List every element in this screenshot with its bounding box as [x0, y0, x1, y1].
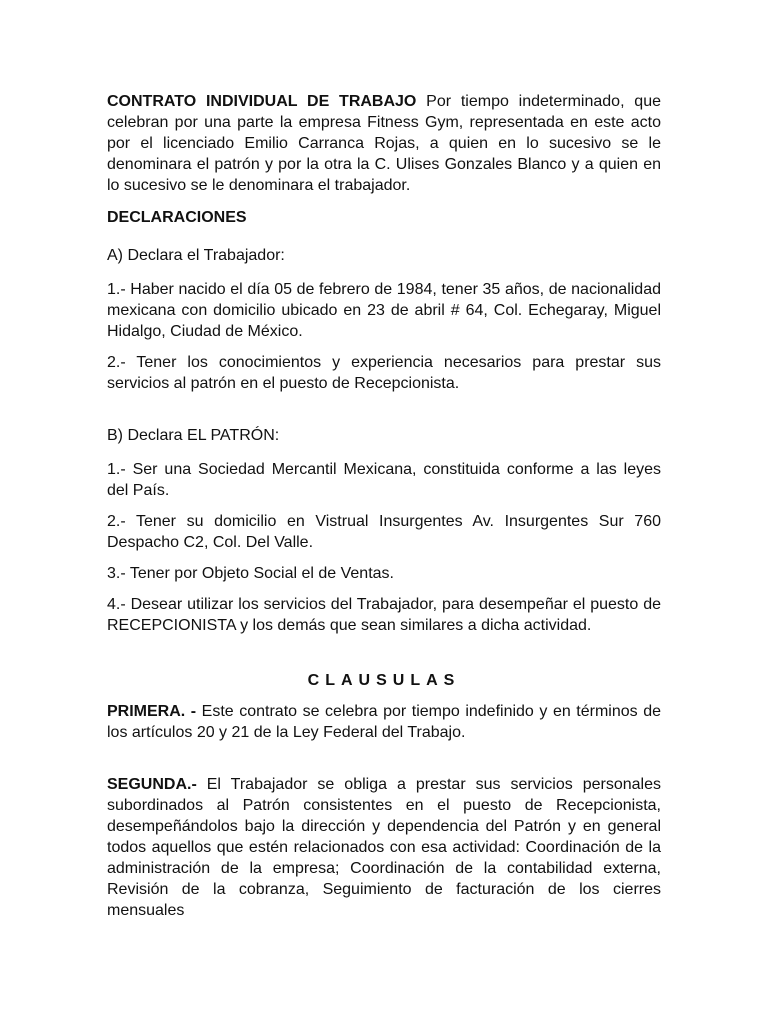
- clause-primera: [107, 701, 661, 743]
- patron-item-2: 2.- Tener su domicilio en Vistrual Insurgentes Av. Insurgentes Sur 760 Despacho C2, Col. Del Valle.: [107, 513, 661, 551]
- clause-segunda-text: El Trabajador se obliga a prestar sus servicios personales subordinados al Patrón consistentes en el puesto de Recepcionista, desempeñándolos bajo la dirección y dependencia del Patrón y en general todos aquellos que estén relacionados con esa actividad: Coordinación de la administración de la empresa; Coordinación de la contabilidad externa, Revisión de la cobranza, Seguimiento de facturación de los cierres mensuales: [107, 776, 661, 919]
- trabajador-item-1: 1.- Haber nacido el día 05 de febrero de 1984, tener 35 años, de nacionalidad mexicana con domicilio ubicado en 23 de abril # 64, Col. Echegaray, Miguel Hidalgo, Ciudad de México.: [107, 281, 661, 340]
- clausulas-heading: CLAUSULAS: [307, 672, 461, 689]
- clause-primera-text: Este contrato se celebra por tiempo indefinido y en términos de los artículos 20 y 21 de la Ley Federal del Trabajo.: [107, 703, 661, 741]
- trabajador-item-2: 2.- Tener los conocimientos y experiencia necesarios para prestar sus servicios al patrón en el puesto de Recepcionista.: [107, 354, 661, 392]
- contract-title: CONTRATO INDIVIDUAL DE TRABAJO: [107, 93, 417, 110]
- patron-item-1: 1.- Ser una Sociedad Mercantil Mexicana, constituida conforme a las leyes del País.: [107, 461, 661, 499]
- intro-text: Por tiempo indeterminado, que celebran por una parte la empresa Fitness Gym, representada en este acto por el licenciado Emilio Carranca Rojas, a quien en lo sucesivo se le denominara el patrón y por la otra la C. Ulises Gonzales Blanco y a quien en lo sucesivo se le denominara el trabajador.: [107, 93, 661, 194]
- intro-paragraph: [107, 91, 661, 196]
- clause-segunda-label: SEGUNDA.-: [107, 776, 197, 793]
- declaraciones-heading: DECLARACIONES: [107, 209, 247, 226]
- clause-segunda: [107, 774, 661, 921]
- clause-primera-label: PRIMERA. -: [107, 703, 197, 720]
- trabajador-heading: A) Declara el Trabajador:: [107, 247, 285, 264]
- patron-item-3: 3.- Tener por Objeto Social el de Ventas.: [107, 565, 394, 582]
- patron-item-4: 4.- Desear utilizar los servicios del Trabajador, para desempeñar el puesto de RECEPCIONISTA y los demás que sean similares a dicha actividad.: [107, 596, 661, 634]
- document-body: [107, 91, 661, 921]
- patron-heading: B) Declara EL PATRÓN:: [107, 427, 280, 444]
